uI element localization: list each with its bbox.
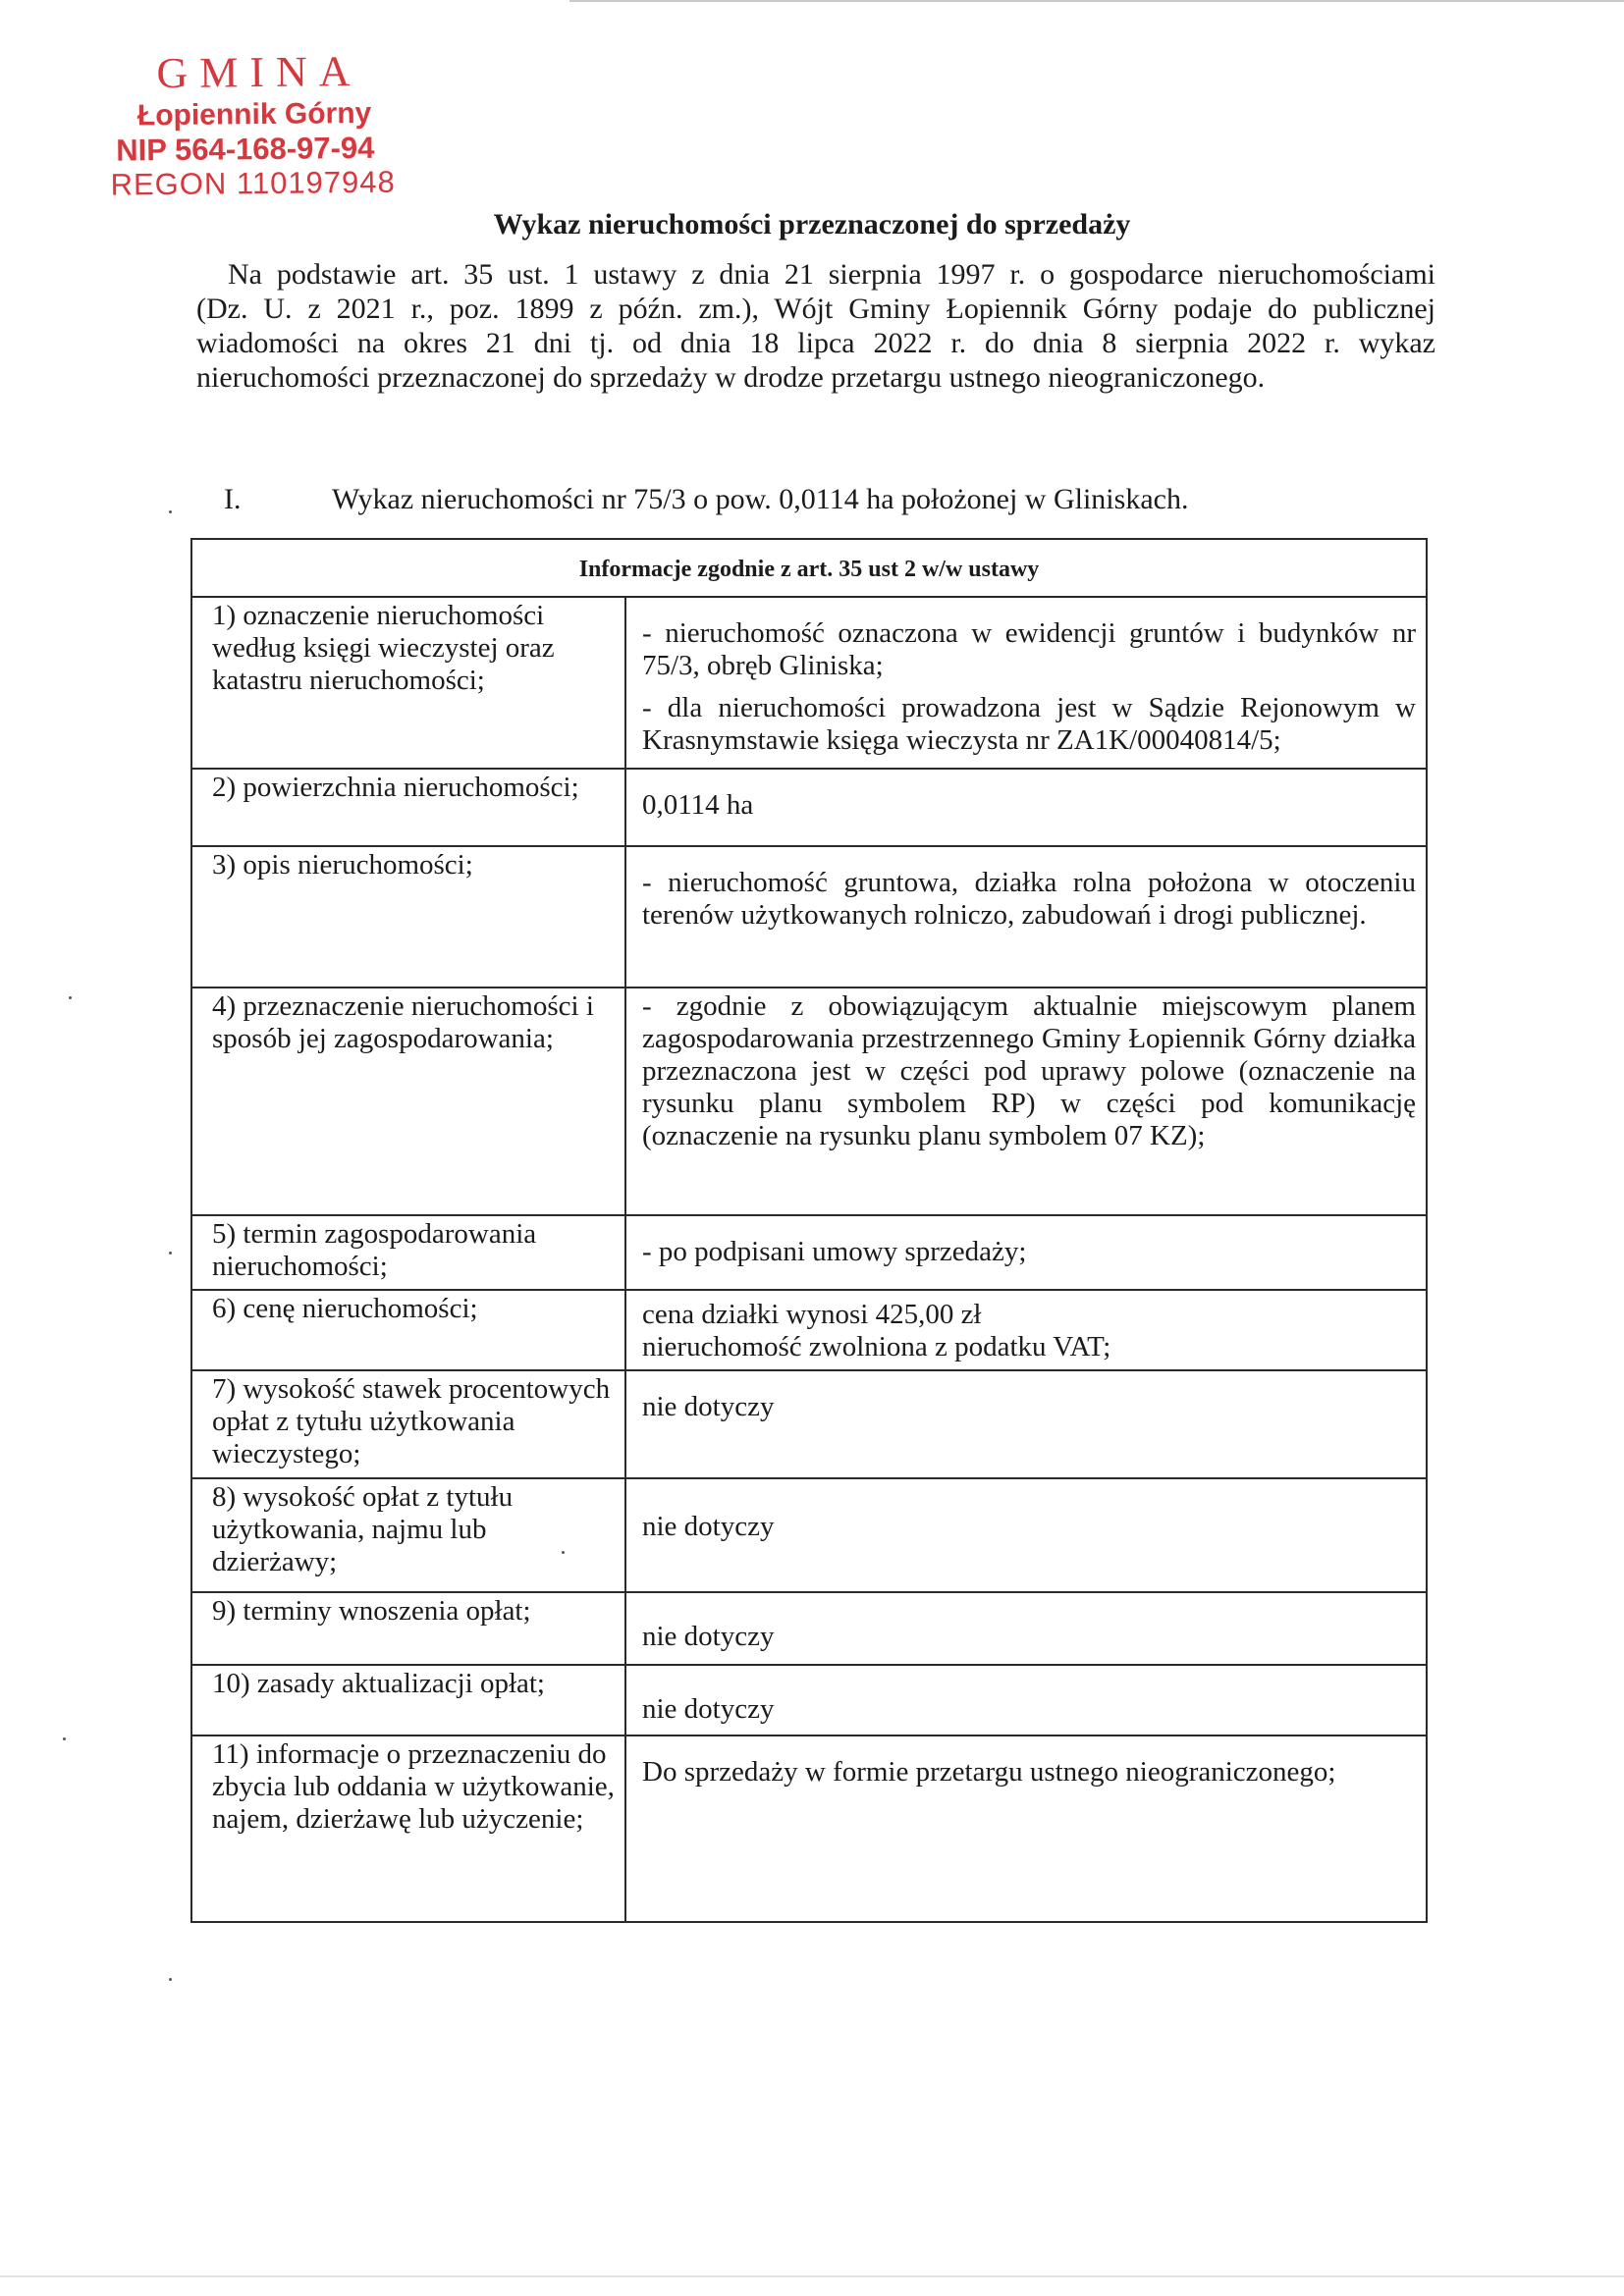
scan-speck <box>562 1551 565 1554</box>
section-heading <box>224 483 1188 516</box>
stamp-municipality-name: Łopiennik Górny <box>136 96 372 133</box>
table-header: Informacje zgodnie z art. 35 ust 2 w/w ustawy <box>191 539 1427 597</box>
table-row <box>191 1290 1427 1370</box>
row-label: 4) przeznaczenie nieruchomości i sposób jej zagospodarowania; <box>191 988 625 1215</box>
row-value <box>625 1665 1427 1735</box>
row-value-line: nie dotyczy <box>642 1693 775 1725</box>
row-value <box>625 1592 1427 1665</box>
intro-paragraph <box>196 257 1435 395</box>
row-label: 6) cenę nieruchomości; <box>191 1290 625 1370</box>
row-value <box>625 846 1427 988</box>
table-row <box>191 597 1427 769</box>
row-value <box>625 1478 1427 1592</box>
scan-speck <box>169 1978 172 1981</box>
municipality-stamp <box>109 46 425 202</box>
table-row <box>191 846 1427 988</box>
row-value <box>625 769 1427 846</box>
row-value-line: - po podpisani umowy sprzedaży; <box>642 1236 1027 1267</box>
row-value-line: nieruchomość zwolniona z podatku VAT; <box>642 1331 1111 1362</box>
row-label: 7) wysokość stawek procentowych opłat z tytułu użytkowania wieczystego; <box>191 1370 625 1478</box>
row-label: 8) wysokość opłat z tytułu użytkowania, najmu lub dzierżawy; <box>191 1478 625 1592</box>
intro-line: nieruchomości przeznaczonej do sprzedaży w drodze przetargu ustnego nieograniczonego. <box>196 361 1266 394</box>
row-value-line: - dla nieruchomości prowadzona jest w Sądzie Rejonowym w Krasnymstawie księga wieczysta nr ZA1K/00040814/5; <box>642 692 1416 756</box>
row-value-line: - nieruchomość oznaczona w ewidencji gruntów i budynków nr 75/3, obręb Gliniska; <box>642 617 1416 681</box>
row-label: 1) oznaczenie nieruchomości według księgi wieczystej oraz katastru nieruchomości; <box>191 597 625 769</box>
row-value <box>625 597 1427 769</box>
property-info-table <box>190 538 1428 1923</box>
table-row <box>191 1370 1427 1478</box>
row-value-line: nie dotyczy <box>642 1391 775 1422</box>
row-label: 2) powierzchnia nieruchomości; <box>191 769 625 846</box>
table-row <box>191 769 1427 846</box>
row-value-line: cena działki wynosi 425,00 zł <box>642 1299 982 1330</box>
row-label: 10) zasady aktualizacji opłat; <box>191 1665 625 1735</box>
row-value-line: - zgodnie z obowiązującym aktualnie miejscowym planem zagospodarowania przestrzennego Gminy Łopiennik Górny działka przeznaczona jest w części pod uprawy polowe (oznaczenie na rysunku planu symbolem RP) w części pod komunikację (oznaczenie na rysunku planu symbolem 07 KZ); <box>642 990 1416 1151</box>
table-row <box>191 1665 1427 1735</box>
scan-speck <box>69 996 72 999</box>
row-value-line: Do sprzedaży w formie przetargu ustnego nieograniczonego; <box>642 1756 1336 1788</box>
row-value <box>625 1290 1427 1370</box>
row-value-line: nie dotyczy <box>642 1621 775 1652</box>
row-label: 9) terminy wnoszenia opłat; <box>191 1592 625 1665</box>
table-header-row <box>191 539 1427 597</box>
stamp-regon: REGON 110197948 <box>110 164 396 202</box>
row-label: 11) informacje o przeznaczeniu do zbycia lub oddania w użytkowanie, najem, dzierżawę lub użyczenie; <box>191 1735 625 1922</box>
row-value <box>625 988 1427 1215</box>
section-number: I. <box>224 483 242 515</box>
row-value <box>625 1735 1427 1922</box>
scan-speck <box>63 1737 66 1740</box>
intro-line: Na podstawie art. 35 ust. 1 ustawy z dnia 21 sierpnia 1997 r. o gospodarce nieruchomościami <box>228 258 1435 291</box>
row-value-line: 0,0114 ha <box>642 789 754 821</box>
stamp-gmina: GMINA <box>156 46 362 98</box>
scan-speck <box>169 1252 172 1255</box>
document-title: Wykaz nieruchomości przeznaczonej do sprzedaży <box>493 208 1131 240</box>
intro-line: (Dz. U. z 2021 r., poz. 1899 z późn. zm.), Wójt Gminy Łopiennik Górny podaje do publicznej <box>196 293 1435 325</box>
scan-edge-top <box>569 0 1624 2</box>
row-value <box>625 1370 1427 1478</box>
scan-edge-bottom <box>0 2275 1624 2277</box>
table-row <box>191 1215 1427 1290</box>
stamp-nip: NIP 564-168-97-94 <box>116 130 375 168</box>
scan-speck <box>169 510 172 513</box>
row-value-line: - nieruchomość gruntowa, działka rolna położona w otoczeniu terenów użytkowanych rolniczo, zabudowań i drogi publicznej. <box>642 867 1416 931</box>
row-label: 3) opis nieruchomości; <box>191 846 625 988</box>
table-row <box>191 1735 1427 1922</box>
section-title: Wykaz nieruchomości nr 75/3 o pow. 0,0114 ha położonej w Gliniskach. <box>332 483 1189 515</box>
row-value-line: nie dotyczy <box>642 1511 775 1542</box>
table-row <box>191 988 1427 1215</box>
table-row <box>191 1478 1427 1592</box>
table-row <box>191 1592 1427 1665</box>
intro-line: wiadomości na okres 21 dni tj. od dnia 18 lipca 2022 r. do dnia 8 sierpnia 2022 r. wykaz <box>196 327 1435 359</box>
row-value <box>625 1215 1427 1290</box>
row-label: 5) termin zagospodarowania nieruchomości; <box>191 1215 625 1290</box>
